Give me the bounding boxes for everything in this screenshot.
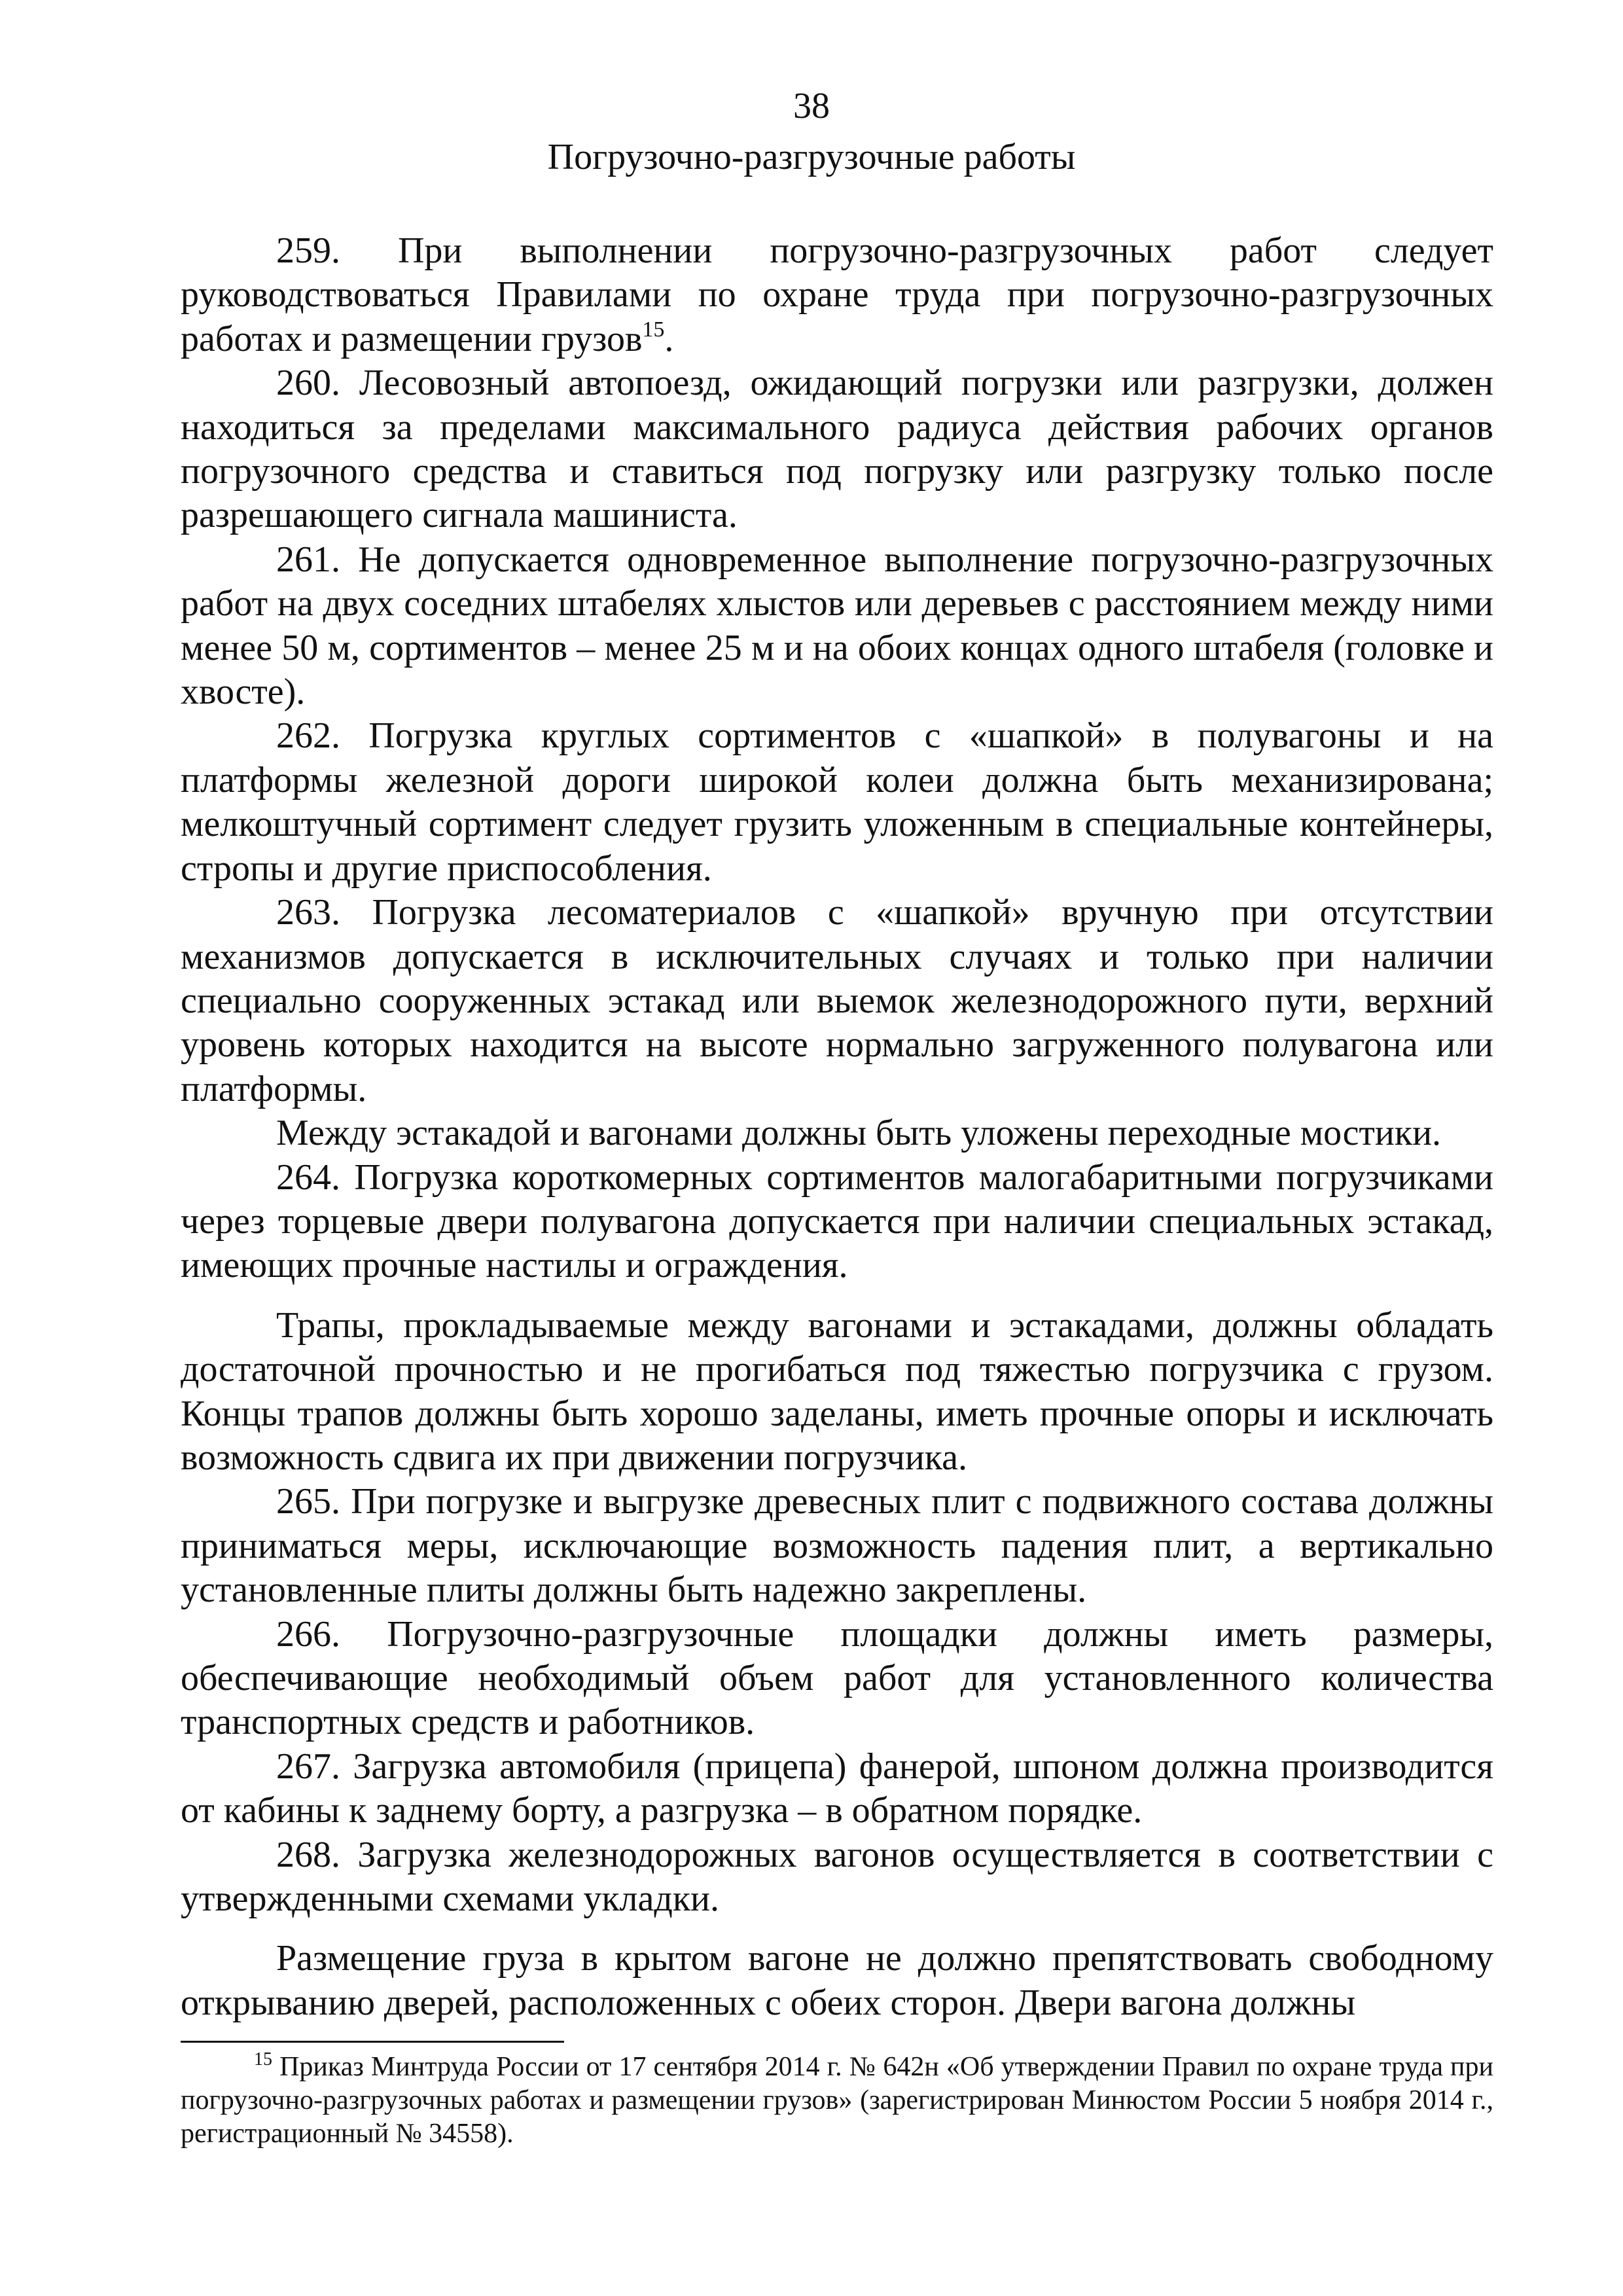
footnote-mark: 15: [254, 2049, 272, 2070]
paragraph-268: 268. Загрузка железнодорожных вагонов осуществляется в соответствии с утвержденными схемами укладки.: [181, 1834, 1493, 1920]
footnote-text: Приказ Минтруда России от 17 сентября 2014 г. № 642н «Об утверждении Правил по охране труда при погрузочно-разгрузочных работах и размещении грузов» (зарегистрирован Минюстом России 5 ноября 2014 г., регистрационный № 34558).: [181, 2052, 1494, 2149]
paragraph-259: 259. При выполнении погрузочно-разгрузочных работ следует руководствоваться Правилами по охране труда при погрузочно-разгрузочных работах и размещении грузов$^{15}$.: [181, 230, 1493, 359]
body-text: [181, 229, 1493, 2025]
section-title: Погрузочно-разгрузочные работы: [547, 137, 1076, 177]
paragraph-264: 264. Погрузка короткомерных сортиментов малогабаритными погрузчиками через торцевые двери полувагона допускается при наличии специальных эстакад, имеющих прочные настилы и ограждения.: [181, 1157, 1493, 1286]
footnote-separator: [181, 2041, 564, 2043]
paragraph-260: 260. Лесовозный автопоезд, ожидающий погрузки или разгрузки, должен находиться за пределами максимального радиуса действия рабочих органов погрузочного средства и ставиться под погрузку или разгрузку только после разрешающего сигнала машиниста.: [181, 363, 1493, 536]
paragraph-263-continuation: Между эстакадой и вагонами должны быть уложены переходные мостики.: [276, 1113, 1442, 1154]
footnote-reference: 15: [642, 317, 665, 342]
paragraph-262: 262. Погрузка круглых сортиментов с «шапкой» в полувагоны и на платформы железной дороги широкой колеи должна быть механизирована; мелкоштучный сортимент следует грузить уложенным в специальные контейнеры, стропы и другие приспособления.: [181, 715, 1493, 889]
page-number: 38: [793, 86, 830, 126]
paragraph-267: 267. Загрузка автомобиля (прицепа) фанерой, шпоном должна производится от кабины к заднему борту, а разгрузка – в обратном порядке.: [181, 1746, 1493, 1831]
paragraph-266: 266. Погрузочно-разгрузочные площадки должны иметь размеры, обеспечивающие необходимый объем работ для установленного количества транспортных средств и работников.: [181, 1613, 1493, 1743]
paragraph-263: 263. Погрузка лесоматериалов с «шапкой» вручную при отсутствии механизмов допускается в исключительных случаях и только при наличии специально сооруженных эстакад или выемок железнодорожного пути, верхний уровень которых находится на высоте нормально загруженного полувагона или платформы.: [181, 892, 1493, 1109]
paragraph-265: 265. При погрузке и выгрузке древесных плит с подвижного состава должны приниматься меры, исключающие возможность падения плит, а вертикально установленные плиты должны быть надежно закреплены.: [181, 1481, 1493, 1611]
paragraph-264-continuation: Трапы, прокладываемые между вагонами и эстакадами, должны обладать достаточной прочностью и не прогибаться под тяжестью погрузчика с грузом. Концы трапов должны быть хорошо заделаны, иметь прочные опоры и исключать возможность сдвига их при движении погрузчика.: [181, 1304, 1493, 1478]
paragraph-261: 261. Не допускается одновременное выполнение погрузочно-разгрузочных работ на двух соседних штабелях хлыстов или деревьев с расстоянием между ними менее 50 м, сортиментов – менее 25 м и на обоих концах одного штабеля (головке и хвосте).: [181, 539, 1493, 713]
paragraph-268-continuation: Размещение груза в крытом вагоне не должно препятствовать свободному открыванию дверей, расположенных с обеих сторон. Двери вагона должны: [181, 1938, 1493, 2023]
footnote: [181, 2051, 1493, 2151]
